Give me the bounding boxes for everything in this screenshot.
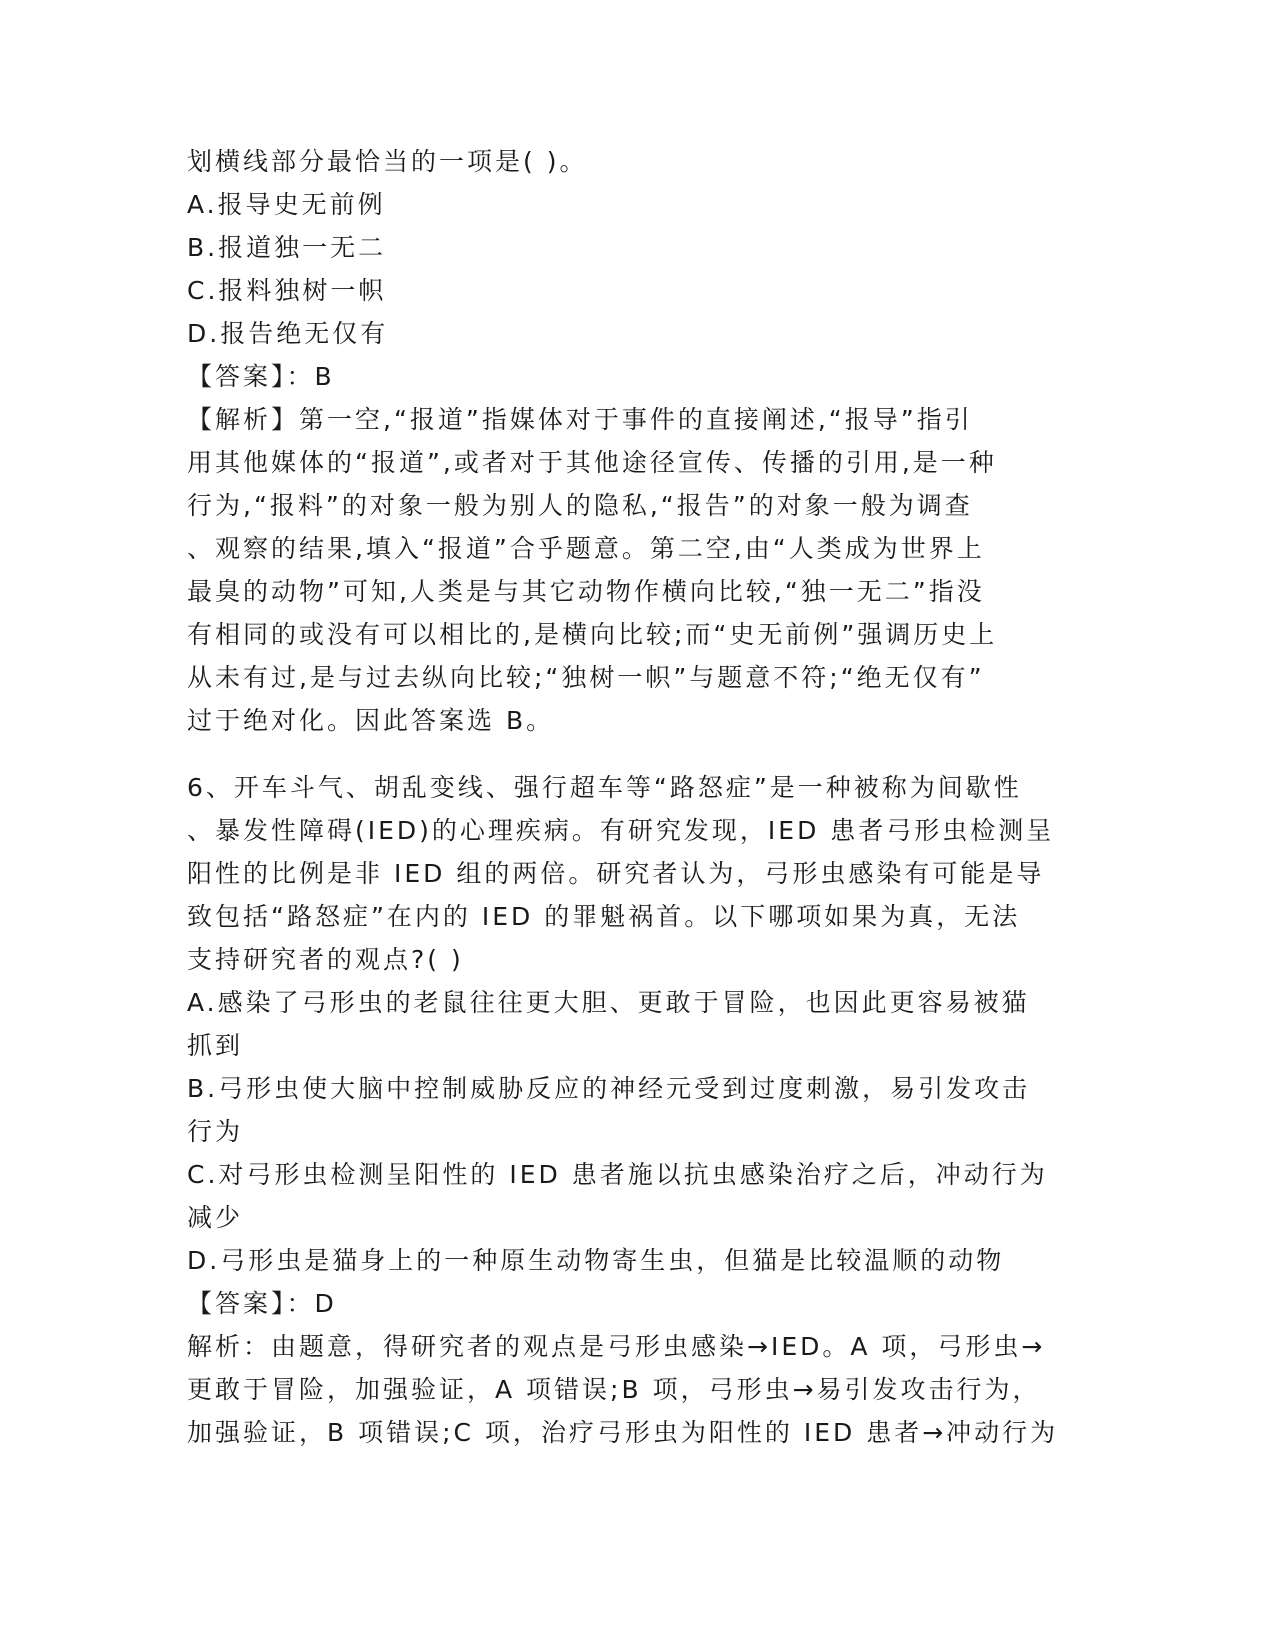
question-stem: 划横线部分最恰当的一项是( )。 [187, 147, 588, 176]
option-d: D.弓形虫是猫身上的一种原生动物寄生虫，但猫是比较温顺的动物 [187, 1246, 1005, 1275]
analysis-line: 最臭的动物”可知,人类是与其它动物作横向比较,“独一无二”指没 [187, 577, 985, 606]
option-c: C.报料独树一帜 [187, 276, 387, 305]
option-a: A.感染了弓形虫的老鼠往往更大胆、更敢于冒险，也因此更容易被猫 [187, 988, 1030, 1017]
analysis-line: 加强验证，B 项错误;C 项，治疗弓形虫为阳性的 IED 患者→冲动行为 [187, 1418, 1059, 1447]
option-c: C.对弓形虫检测呈阳性的 IED 患者施以抗虫感染治疗之后，冲动行为 [187, 1160, 1048, 1189]
analysis-line: 过于绝对化。因此答案选 B。 [187, 706, 555, 735]
section-gap [187, 742, 1087, 766]
document-page [187, 140, 1087, 1454]
analysis-line: 、观察的结果,填入“报道”合乎题意。第二空,由“人类成为世界上 [187, 534, 985, 563]
options [187, 981, 1087, 1282]
question-5 [187, 140, 1087, 742]
answer: 【答案】：B [187, 362, 335, 391]
option-b-cont: 行为 [187, 1117, 244, 1146]
option-a-cont: 抓到 [187, 1031, 244, 1060]
analysis [187, 398, 1087, 742]
stem-line: 、暴发性障碍(IED)的心理疾病。有研究发现，IED 患者弓形虫检测呈 [187, 816, 1055, 845]
analysis [187, 1325, 1087, 1454]
stem-line: 支持研究者的观点?( ) [187, 945, 464, 974]
analysis-line: 有相同的或没有可以相比的,是横向比较;而“史无前例”强调历史上 [187, 620, 998, 649]
analysis-line: 解析：由题意，得研究者的观点是弓形虫感染→IED。A 项，弓形虫→ [187, 1332, 1046, 1361]
question-6 [187, 766, 1087, 1454]
answer: 【答案】：D [187, 1289, 337, 1318]
stem-line: 致包括“路怒症”在内的 IED 的罪魁祸首。以下哪项如果为真，无法 [187, 902, 1021, 931]
analysis-line: 从未有过,是与过去纵向比较;“独树一帜”与题意不符;“绝无仅有” [187, 663, 985, 692]
option-a: A.报导史无前例 [187, 190, 386, 219]
stem-line: 阳性的比例是非 IED 组的两倍。研究者认为，弓形虫感染有可能是导 [187, 859, 1045, 888]
stem-line: 6、开车斗气、胡乱变线、强行超车等“路怒症”是一种被称为间歇性 [187, 773, 1022, 802]
question-stem [187, 766, 1087, 981]
analysis-line: 更敢于冒险，加强验证，A 项错误;B 项，弓形虫→易引发攻击行为， [187, 1375, 1041, 1404]
analysis-line: 【解析】第一空,“报道”指媒体对于事件的直接阐述,“报导”指引 [187, 405, 973, 434]
option-b: B.弓形虫使大脑中控制威胁反应的神经元受到过度刺激，易引发攻击 [187, 1074, 1031, 1103]
option-d: D.报告绝无仅有 [187, 319, 389, 348]
option-b: B.报道独一无二 [187, 233, 387, 262]
analysis-line: 行为,“报料”的对象一般为别人的隐私,“报告”的对象一般为调查 [187, 491, 973, 520]
analysis-line: 用其他媒体的“报道”,或者对于其他途径宣传、传播的引用,是一种 [187, 448, 997, 477]
option-c-cont: 减少 [187, 1203, 244, 1232]
